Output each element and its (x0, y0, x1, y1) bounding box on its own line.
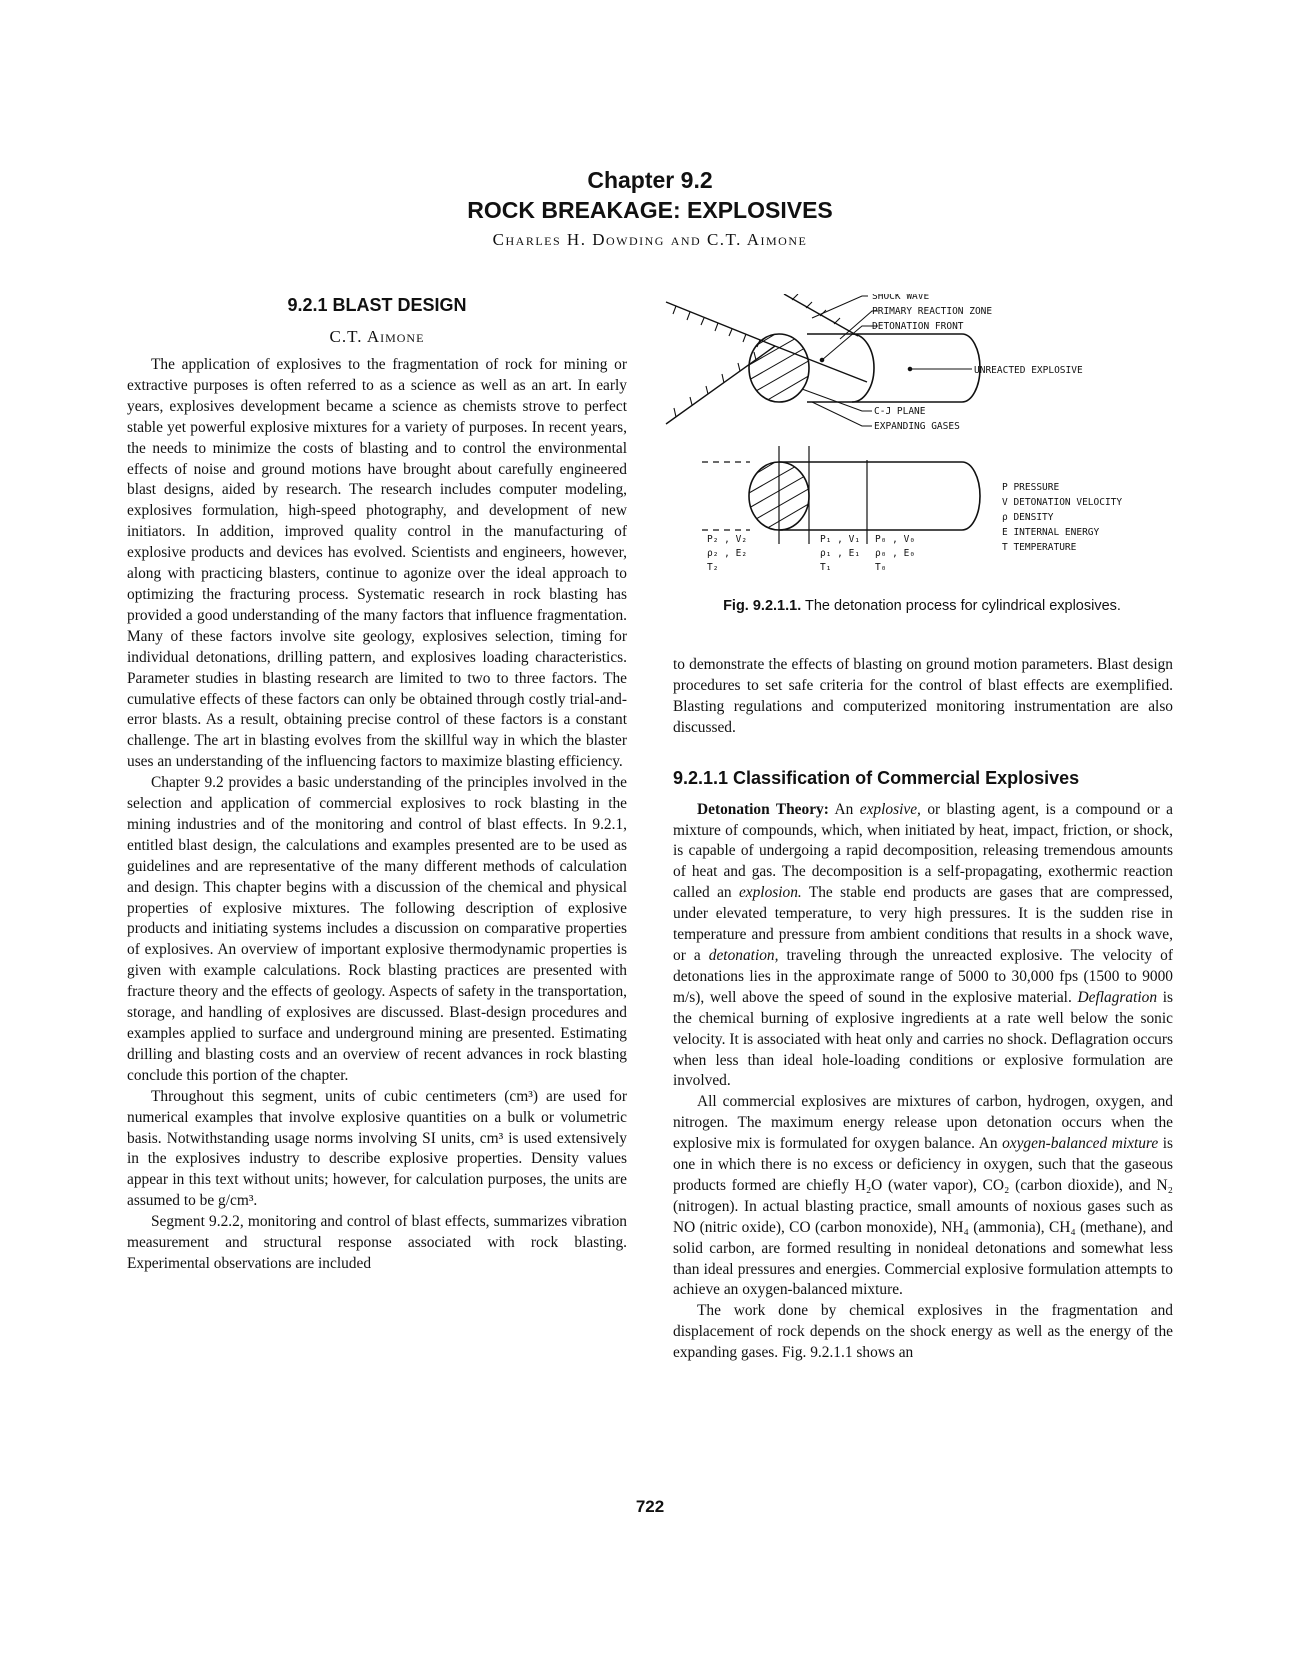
left-column (127, 293, 627, 1275)
state-zone2-a: P₂ , V₂ (707, 534, 748, 545)
section-heading-blast-design: 9.2.1 BLAST DESIGN (287, 295, 467, 315)
paragraph-detonation-theory (673, 800, 1173, 1093)
run-in-heading: Detonation Theory: (697, 800, 829, 818)
term: explosive, (859, 800, 921, 818)
text-run: The stable end products are gases that are compressed, under elevated temperature, to very high pressures. It is the sudden rise in temperature and pressure from ambient conditions that results in a shock wave, or a (673, 884, 1173, 964)
label-expanding-gases: EXPANDING GASES (874, 421, 960, 432)
label-detonation-front: DETONATION FRONT (872, 321, 964, 332)
chapter-authors: Charles H. Dowding and C.T. Aimone (492, 230, 808, 249)
label-cj-plane: C-J PLANE (874, 406, 926, 417)
shock-wave-lines (666, 302, 867, 424)
paragraph: Throughout this segment, units of cubic centimeters (cm³) are used for numerical examples that involve explosive quantities on a bulk or volumetric basis. Notwithstanding usage norms involving SI units, cm³ is used extensively in the explosives industry to describe explosive properties. Density values appear in this text without units; however, for calculation purposes, the units are assumed to be g/cm³. (127, 1087, 627, 1210)
page-number: 722 (635, 1497, 665, 1516)
figure-detonation-process (662, 294, 1182, 634)
term: detonation, (708, 946, 779, 964)
label-unreacted-explosive: UNREACTED EXPLOSIVE (974, 365, 1083, 376)
lower-hatch (742, 452, 812, 542)
chapter-number: Chapter 9.2 (587, 167, 713, 193)
state-zone1-a: P₁ , V₁ (820, 534, 861, 545)
paragraph-continuation: to demonstrate the effects of blasting on ground motion parameters. Blast design procedures to set safe criteria for the control of blast effects are exemplified. Blasting regulations and computerized monitoring instrumentation are also discussed. (673, 656, 1173, 736)
text-run: or blasting agent, is a compound or a mixture of compounds, which, when initiated by heat, impact, friction, or shock, is capable of undergoing a rapid decomposition, releasing tremendous amounts of heat and gas. The decomposition is a self-propagating, exothermic reaction called an (673, 800, 1174, 902)
label-primary-reaction-zone: PRIMARY REACTION ZONE (872, 306, 993, 317)
text-run: An (828, 800, 860, 818)
state-zone2-c: T₂ (707, 562, 719, 573)
legend-pressure: P PRESSURE (1002, 482, 1060, 493)
term: Deflagration (1077, 988, 1158, 1006)
text-run: traveling through the unreacted explosive. The velocity of detonations lies in the approximate range of 5000 to 30,000 fps (1500 to 9000 m/s), well above the speed of sound in the explosive material. (673, 946, 1173, 1006)
state-zone1-b: ρ₁ , E₁ (820, 548, 861, 559)
figure-caption (662, 598, 1182, 614)
text-run: is one in which there is no excess or deficiency in oxygen, such that the gaseous products formed are chiefly H₂O (water vapor), CO₂ (carbon dioxide), and N₂ (nitrogen). In actual blasting practice, small amounts of noxious gases such as NO (nitric oxide), CO (carbon monoxide), NH₄ (ammonia), CH₄ (methane), and solid carbon, are formed resulting in nonideal detonations and somewhat less than ideal pressures and energies. Commercial explosive formulation attempts to achieve an oxygen-balanced mixture. (673, 1135, 1173, 1299)
figure-caption-number: Fig. 9.2.1.1. (723, 598, 802, 614)
right-column (673, 655, 1173, 1364)
state-zone0-b: ρ₀ , E₀ (875, 548, 916, 559)
legend-density: ρ DENSITY (1002, 512, 1054, 523)
label-shock-wave: SHOCK WAVE (872, 294, 930, 302)
paragraph: The application of explosives to the fragmentation of rock for mining or extractive purposes is often referred to as a science as well as an art. In early years, explosives development became a science as chemists strove to perfect stable yet powerful explosive mixtures for a variety of purposes. In recent years, the needs to minimize the costs of blasting and to control the environmental effects of noise and ground motions have brought about carefully engineered blast designs, aided by research. The research includes computer modeling, explosives formulation, high-speed photography, and development of new initiators. In addition, improved quality control in the manufacturing of explosive products and devices has evolved. Scientists and engineers, however, along with practicing blasters, continue to agonize over the ideal approach to optimizing the fracturing process. Systematic research in rock blasting has provided a good understanding of the many factors that influence fragmentation. Many of these factors involve site geology, explosives selection, timing for individual detonations, drilling pattern, and explosives loading characteristics. Parameter studies in blasting research are limited to two to three factors. The cumulative effects of these factors can only be obtained through costly trial-and-error blasts. As a result, obtaining precise control of these factors is a constant challenge. The art in blasting evolves from the skillful way in which the blaster uses an understanding of the influencing factors to maximize blasting efficiency. (127, 356, 627, 771)
paragraph-oxygen-balance (673, 1092, 1173, 1301)
shock-wave-ticks (673, 294, 840, 417)
state-zone2-b: ρ₂ , E₂ (707, 548, 748, 559)
legend-temperature: T TEMPERATURE (1002, 542, 1077, 553)
term: explosion. (738, 884, 802, 902)
text-run: is the chemical burning of explosive ingredients at a rate well below the sonic velocity. It is associated with heat only and carries no shock. Deflagration occurs when less than ideal hole-loading conditions or explosive formulation are involved. (673, 988, 1173, 1090)
detonation-diagram (662, 294, 1182, 594)
section-author: C.T. Aimone (329, 327, 425, 346)
paragraph: The work done by chemical explosives in the fragmentation and displacement of rock depends on the shock energy as well as the energy of the expanding gases. Fig. 9.2.1.1 shows an (673, 1302, 1173, 1362)
state-zone0-a: P₀ , V₀ (875, 534, 916, 545)
upper-cylinder (749, 334, 980, 402)
chapter-title: ROCK BREAKAGE: EXPLOSIVES (467, 197, 833, 223)
text-run: All commercial explosives are mixtures of carbon, hydrogen, oxygen, and nitrogen. The maximum energy release upon detonation occurs when the explosive mix is formulated for oxygen balance. An (673, 1093, 1173, 1153)
figure-caption-text: The detonation process for cylindrical explosives. (801, 598, 1121, 614)
legend-detonation-velocity: V DETONATION VELOCITY (1002, 497, 1123, 508)
legend-internal-energy: E INTERNAL ENERGY (1002, 527, 1100, 538)
state-zone1-c: T₁ (820, 562, 832, 573)
chapter-header (0, 165, 1300, 253)
section-heading-classification: 9.2.1.1 Classification of Commercial Explosives (673, 767, 1080, 788)
paragraph: Chapter 9.2 provides a basic understanding of the principles involved in the selection and application of commercial explosives to rock blasting in the mining industries and of the monitoring and control of blast effects. In 9.2.1, entitled blast design, the calculations and examples presented are to be used as guidelines and are representative of the many different methods of calculation and design. This chapter begins with a discussion of the chemical and physical properties of explosive mixtures. The following description of explosive products and initiating systems includes a discussion on comparative properties of explosives. An overview of important explosive thermodynamic properties is given with example calculations. Rock blasting practices are presented with fracture theory and the effects of geology. Aspects of safety in the transportation, storage, and handling of explosives are discussed. Blast-design procedures and examples applied to surface and underground mining are presented. Estimating drilling and blasting costs and an overview of recent advances in rock blasting conclude this portion of the chapter. (127, 774, 627, 1084)
lower-cylinder (749, 462, 980, 530)
state-zone0-c: T₀ (875, 562, 887, 573)
paragraph: Segment 9.2.2, monitoring and control of blast effects, summarizes vibration measurement and structural response associated with rock blasting. Experimental observations are included (127, 1213, 627, 1272)
term: oxygen-balanced mixture (1002, 1135, 1159, 1153)
